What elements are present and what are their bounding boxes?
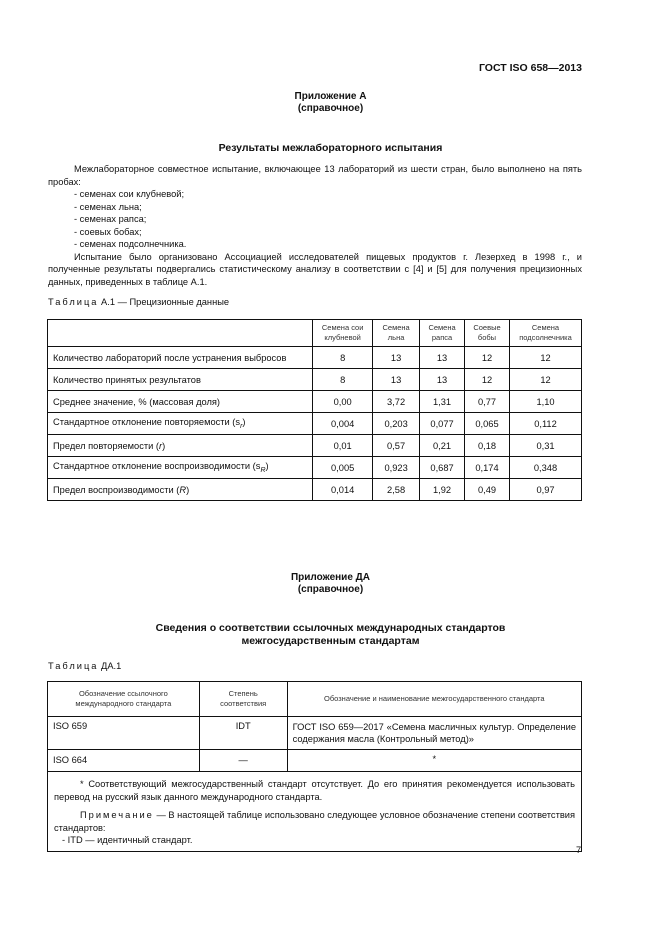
cell: ISO 659 [48, 717, 200, 750]
header-cell: Обозначение и наименование межгосударственного стандарта [287, 682, 581, 717]
value-cell: 0,112 [509, 413, 581, 435]
row-label-text: Стандартное отклонение повторяемости (s [53, 417, 241, 428]
table-row [48, 391, 582, 413]
value-cell: 13 [373, 369, 420, 391]
value-cell: 1,31 [420, 391, 465, 413]
value-cell: 1,92 [420, 479, 465, 501]
list-item: - семенах подсолнечника. [74, 239, 187, 249]
value-cell: 0,21 [420, 435, 465, 457]
row-label-text: Количество принятых результатов [53, 374, 201, 385]
table-header-row [48, 682, 582, 717]
value-cell: 0,97 [509, 479, 581, 501]
annex-a-title: Приложение А [294, 91, 367, 102]
table-row [48, 435, 582, 457]
footnote: * Соответствующий межгосударственный стандарт отсутствует. До его принятия рекомендуется использовать перевод на русский язык данного международного стандарта. [54, 779, 575, 802]
note-label: Примечание [80, 810, 154, 820]
note [54, 809, 575, 834]
table-row [48, 457, 582, 479]
value-cell: 0,31 [509, 435, 581, 457]
paragraph: Межлабораторное совместное испытание, включающее 13 лабораторий из шести стран, было выполнено на пять пробах: [48, 164, 582, 187]
value-cell: 2,58 [373, 479, 420, 501]
value-cell: 12 [509, 347, 581, 369]
header-cell: Семена льна [373, 320, 420, 347]
header-cell: Соевые бобы [465, 320, 510, 347]
row-label-tail: ) [242, 417, 246, 428]
subscript: R [260, 466, 266, 474]
value-cell: 0,00 [313, 391, 373, 413]
subscript: r [240, 422, 243, 430]
table-row [48, 717, 582, 750]
table-caption-text: ДА.1 [101, 661, 122, 671]
list-item: - соевых бобах; [74, 226, 142, 237]
value-cell: 0,57 [373, 435, 420, 457]
value-cell: 12 [465, 347, 510, 369]
cell: IDT [199, 717, 287, 750]
row-label-text: Среднее значение, % (массовая доля) [53, 396, 221, 407]
value-cell: 8 [313, 369, 373, 391]
header-cell: Степень соответствия [199, 682, 287, 717]
symbol: r [159, 440, 163, 451]
cell: * [287, 750, 581, 772]
row-label [48, 413, 313, 435]
table-caption-text: А.1 — Прецизионные данные [101, 297, 230, 307]
row-label [48, 369, 313, 391]
cell: ISO 664 [48, 750, 200, 772]
value-cell: 3,72 [373, 391, 420, 413]
table-footnote-row [48, 772, 582, 852]
list-item: - семенах льна; [74, 201, 142, 212]
table-da1-caption [48, 661, 121, 671]
value-cell: 0,923 [373, 457, 420, 479]
value-cell: 0,01 [313, 435, 373, 457]
document-id: ГОСТ ISO 658—2013 [478, 62, 582, 74]
page-number: 7 [576, 845, 582, 855]
annex-a-subtitle: (справочное) [297, 103, 364, 114]
table-a1-caption [48, 297, 229, 307]
header-cell: Семена подсолнечника [509, 320, 581, 347]
row-label-text: Предел воспроизводимости ( [53, 484, 180, 495]
row-label-tail: ) [186, 484, 190, 495]
table-a1 [47, 319, 582, 501]
cell: ГОСТ ISO 659—2017 «Семена масличных культур. Определение содержания масла (Контрольный метод)» [287, 717, 581, 750]
header-cell: Семена рапса [420, 320, 465, 347]
value-cell: 0,18 [465, 435, 510, 457]
value-cell: 0,004 [313, 413, 373, 435]
table-row [48, 479, 582, 501]
value-cell: 0,49 [465, 479, 510, 501]
table-row [48, 750, 582, 772]
annex-a-heading: Результаты межлабораторного испытания [218, 142, 443, 154]
value-cell: 0,687 [420, 457, 465, 479]
row-label [48, 435, 313, 457]
row-label-text: Предел повторяемости ( [53, 440, 159, 451]
row-label [48, 347, 313, 369]
paragraph: Испытание было организовано Ассоциацией исследователей пищевых продуктов г. Лезерхед в 1998 г., и полученные результаты подвергались статистическому анализу в соответствии с [4] и [5] для получения прецизионных данных, приведенных в таблице А.1. [48, 251, 582, 287]
table-row [48, 413, 582, 435]
header-cell: Обозначение ссылочного международного стандарта [48, 682, 200, 717]
value-cell: 1,10 [509, 391, 581, 413]
list-item: - семенах рапса; [74, 214, 147, 224]
annex-da-subtitle: (справочное) [297, 584, 364, 595]
value-cell: 0,174 [465, 457, 510, 479]
table-row [48, 347, 582, 369]
table-da1 [47, 681, 582, 852]
value-cell: 0,77 [465, 391, 510, 413]
row-label [48, 391, 313, 413]
value-cell: 8 [313, 347, 373, 369]
note-text: — В настоящей таблице использовано следующее условное обозначение степени соответствия стандартов: [54, 810, 575, 833]
row-label [48, 457, 313, 479]
note-item: - ITD — идентичный стандарт. [62, 835, 193, 845]
row-label-text: Стандартное отклонение воспроизводимости (s [53, 461, 261, 472]
value-cell: 0,077 [420, 413, 465, 435]
table-row [48, 369, 582, 391]
table-label: Таблица [48, 661, 99, 671]
value-cell: 0,014 [313, 479, 373, 501]
value-cell: 13 [420, 347, 465, 369]
row-label-tail: ) [265, 461, 269, 472]
row-label [48, 479, 313, 501]
value-cell: 13 [373, 347, 420, 369]
footnote-cell [48, 772, 582, 852]
cell: — [199, 750, 287, 772]
symbol: R [179, 484, 187, 495]
annex-da-heading-line1: Сведения о соответствии ссылочных международных стандартов [155, 622, 506, 634]
annex-da-title: Приложение ДА [290, 572, 371, 583]
header-cell: Семена сои клубневой [313, 320, 373, 347]
table-header-row [48, 320, 582, 347]
row-label-text: Количество лабораторий после устранения выбросов [53, 352, 287, 363]
value-cell: 0,203 [373, 413, 420, 435]
list-item: - семенах сои клубневой; [74, 189, 185, 199]
value-cell: 13 [420, 369, 465, 391]
row-label-tail: ) [162, 440, 166, 451]
value-cell: 12 [509, 369, 581, 391]
header-cell-empty [48, 320, 313, 347]
annex-a-body [48, 163, 582, 288]
annex-da-heading-line2: межгосударственным стандартам [241, 635, 420, 647]
value-cell: 0,065 [465, 413, 510, 435]
value-cell: 0,348 [509, 457, 581, 479]
value-cell: 0,005 [313, 457, 373, 479]
table-label: Таблица [48, 297, 99, 307]
value-cell: 12 [465, 369, 510, 391]
